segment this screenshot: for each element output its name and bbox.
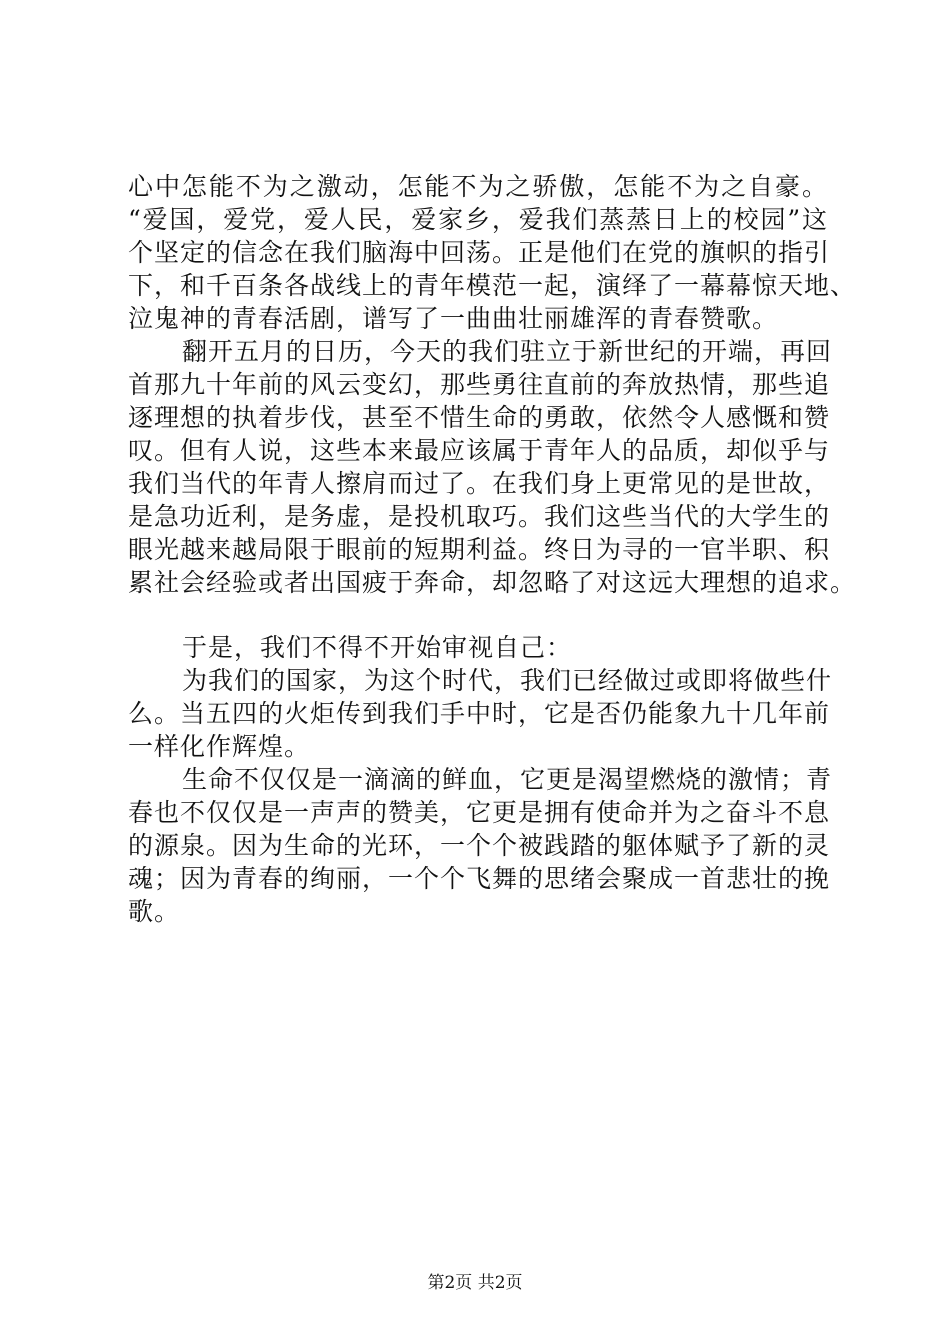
text-line: 生命不仅仅是一滴滴的鲜血，它更是渴望燃烧的激情；青 <box>182 765 833 794</box>
text-line: 为我们的国家，为这个时代，我们已经做过或即将做些什 <box>182 666 833 695</box>
paragraph-gap <box>128 599 828 631</box>
text-line: 一样化作辉煌。 <box>128 732 311 761</box>
text-line: 的源泉。因为生命的光环，一个个被践踏的躯体赋予了新的灵 <box>128 831 831 860</box>
text-line: 魂；因为青春的绚丽，一个个飞舞的思绪会聚成一首悲壮的挽 <box>128 864 831 893</box>
text-line: 么。当五四的火炬传到我们手中时，它是否仍能象九十几年前 <box>128 699 831 728</box>
text-line: 我们当代的年青人擦肩而过了。在我们身上更常见的是世故， <box>128 469 831 498</box>
text-line: 下，和千百条各战线上的青年模范一起，演绎了一幕幕惊天地、 <box>128 271 857 300</box>
text-line: 逐理想的执着步伐，甚至不惜生命的勇敢，依然令人感慨和赞 <box>128 403 831 432</box>
text-line: 春也不仅仅是一声声的赞美，它更是拥有使命并为之奋斗不息 <box>128 798 831 827</box>
page-number: 第2页 共2页 <box>427 1273 523 1293</box>
text-line: 累社会经验或者出国疲于奔命，却忽略了对这远大理想的追求。 <box>128 568 857 597</box>
text-line: 心中怎能不为之激动，怎能不为之骄傲，怎能不为之自豪。 <box>128 172 828 201</box>
document-body <box>128 170 857 928</box>
text-line: 眼光越来越局限于眼前的短期利益。终日为寻的一官半职、积 <box>128 535 831 564</box>
text-line: 歌。 <box>128 897 181 926</box>
text-line: “爱国，爱党，爱人民，爱家乡，爱我们蒸蒸日上的校园”这 <box>128 205 828 234</box>
text-line: 个坚定的信念在我们脑海中回荡。正是他们在党的旗帜的指引 <box>128 238 831 267</box>
text-line: 是急功近利，是务虚，是投机取巧。我们这些当代的大学生的 <box>128 502 831 531</box>
text-line: 翻开五月的日历，今天的我们驻立于新世纪的开端，再回 <box>182 337 833 366</box>
text-line: 泣鬼神的青春活剧，谱写了一曲曲壮丽雄浑的青春赞歌。 <box>128 304 779 333</box>
text-line: 叹。但有人说，这些本来最应该属于青年人的品质，却似乎与 <box>128 436 831 465</box>
text-line: 于是，我们不得不开始审视自己： <box>182 633 573 662</box>
text-line: 首那九十年前的风云变幻，那些勇往直前的奔放热情，那些追 <box>128 370 831 399</box>
